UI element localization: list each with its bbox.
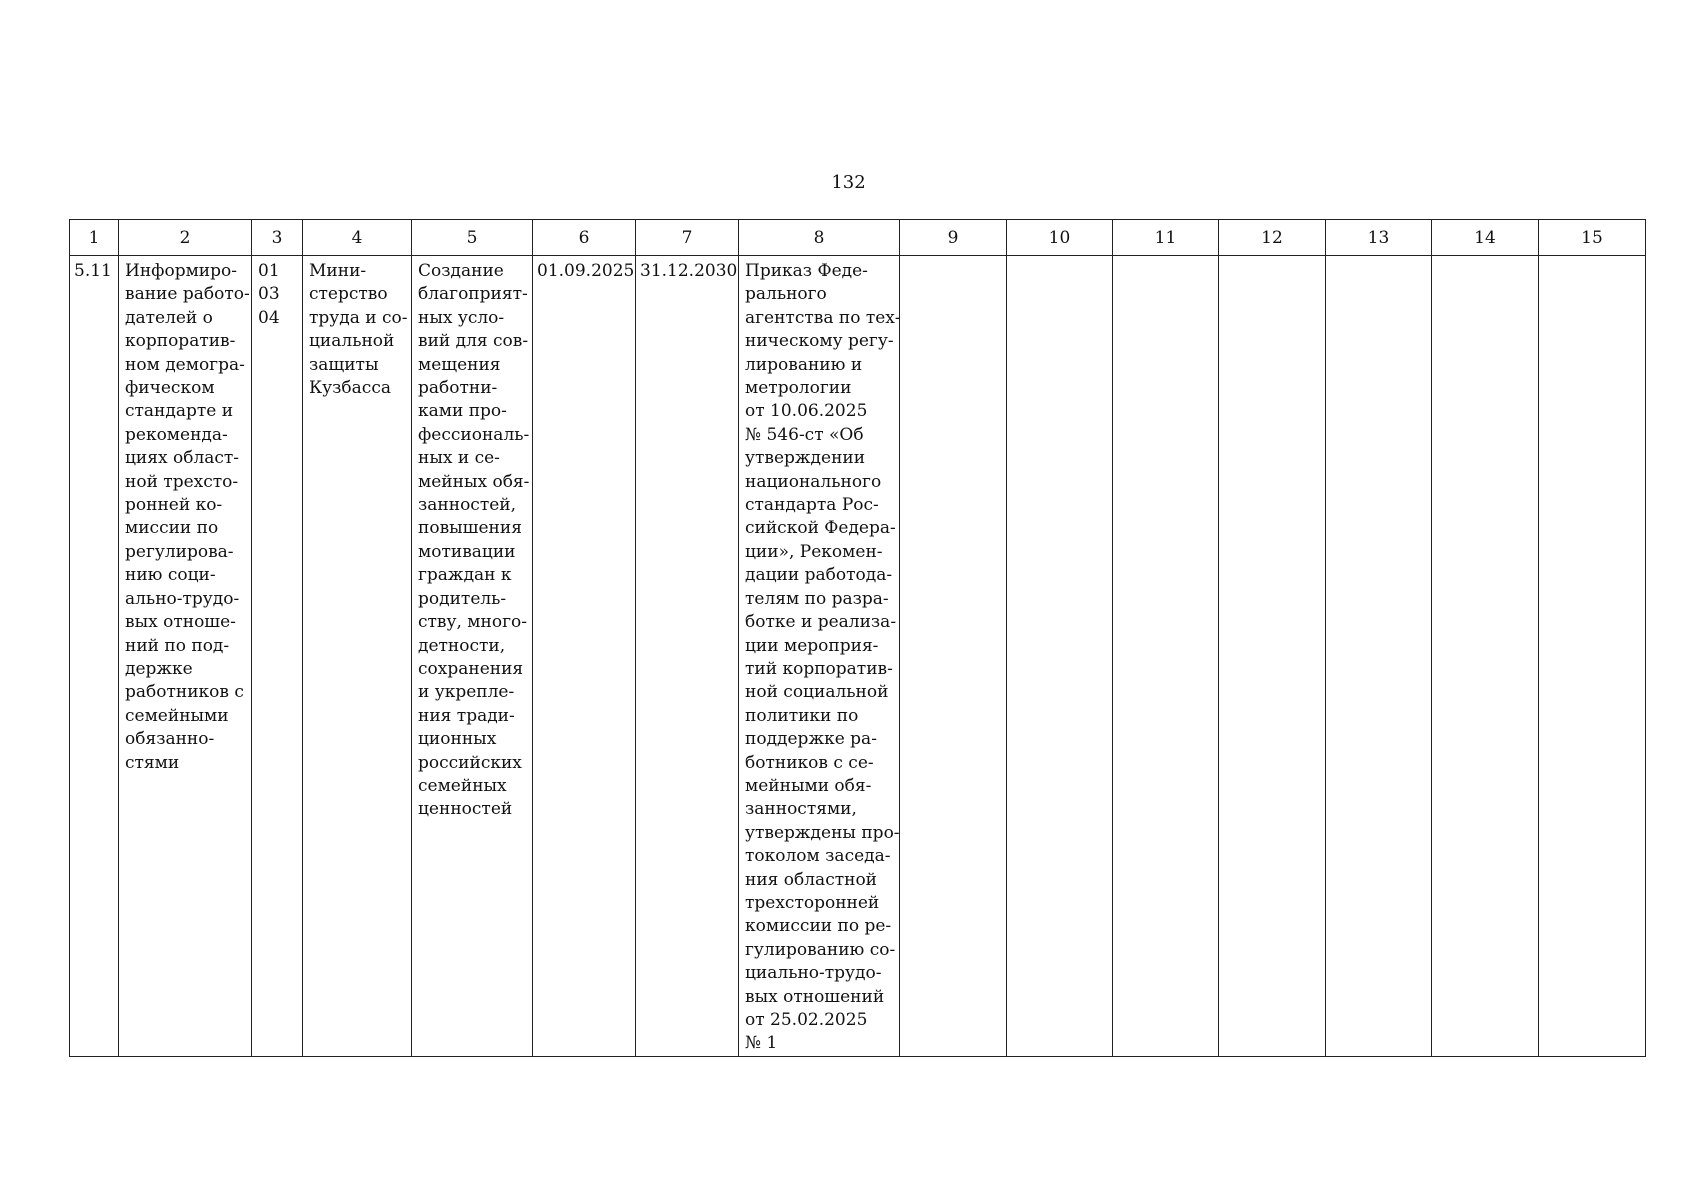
cell-line: ции мероприя-	[745, 635, 879, 656]
cell-col-13	[1326, 256, 1432, 1057]
cell-line: метрологии	[745, 378, 852, 399]
cell-code	[252, 256, 303, 1057]
cell-line: фическом	[125, 378, 215, 399]
header-col-4: 4	[303, 220, 412, 256]
cell-line: корпоратив-	[125, 331, 236, 352]
cell-line: миссии по	[125, 518, 219, 539]
cell-line: занностями,	[745, 799, 857, 820]
cell-line: Информиро-	[125, 261, 237, 281]
header-col-13: 13	[1326, 220, 1432, 256]
header-col-14: 14	[1432, 220, 1539, 256]
cell-line: защиты	[309, 354, 379, 375]
table-header-row	[70, 220, 1646, 256]
cell-line: ническому регу-	[745, 331, 894, 352]
cell-line: Приказ Феде-	[745, 261, 868, 281]
header-col-8: 8	[739, 220, 900, 256]
cell-line: гулированию со-	[745, 939, 896, 960]
cell-line: работников с	[125, 682, 244, 703]
cell-item-number	[70, 256, 119, 1057]
header-col-10: 10	[1007, 220, 1113, 256]
cell-line: обязанно-	[125, 729, 215, 750]
cell-line: комиссии по ре-	[745, 916, 892, 937]
cell-line: фессиональ-	[418, 424, 530, 445]
cell-line: ционных	[418, 729, 497, 750]
cell-line: № 1	[745, 1033, 778, 1054]
cell-line: благоприят-	[418, 284, 528, 305]
cell-line: Кузбасса	[309, 378, 391, 399]
header-col-6: 6	[533, 220, 636, 256]
table-row	[70, 256, 1646, 1057]
cell-line: регулирова-	[125, 541, 234, 562]
header-col-2: 2	[119, 220, 252, 256]
cell-line: сохранения	[418, 658, 524, 679]
cell-legal-basis	[739, 256, 900, 1057]
cell-col-9	[900, 256, 1007, 1057]
cell-line: от 10.06.2025	[745, 401, 868, 422]
cell-line: 03	[258, 284, 280, 305]
cell-line: мейных обя-	[418, 471, 530, 492]
cell-line: стями	[125, 752, 180, 773]
cell-line: семейных	[418, 775, 507, 796]
cell-line: ально-трудо-	[125, 588, 240, 609]
header-col-1: 1	[70, 220, 119, 256]
cell-col-10	[1007, 256, 1113, 1057]
header-col-5: 5	[412, 220, 533, 256]
cell-executor	[303, 256, 412, 1057]
cell-line: национального	[745, 471, 882, 492]
cell-line: вых отноше-	[125, 612, 236, 633]
cell-line: стерство	[309, 284, 388, 305]
cell-line: ценностей	[418, 799, 513, 820]
cell-line: лированию и	[745, 354, 863, 375]
cell-line: сийской Федера-	[745, 518, 896, 539]
cell-line: № 546-ст «Об	[745, 424, 864, 445]
cell-line: ботников с се-	[745, 752, 874, 773]
cell-line: стандарта Рос-	[745, 495, 879, 516]
cell-line: циально-трудо-	[745, 963, 882, 984]
cell-line: ронней ко-	[125, 495, 223, 516]
cell-line: 01.09.2025	[537, 261, 635, 281]
header-col-12: 12	[1219, 220, 1326, 256]
cell-line: ных и се-	[418, 448, 500, 469]
cell-line: ботке и реализа-	[745, 612, 897, 633]
cell-line: семейными	[125, 705, 229, 726]
cell-line: российских	[418, 752, 522, 773]
cell-line: агентства по тех-	[745, 307, 901, 328]
cell-line: телям по разра-	[745, 588, 889, 609]
cell-line: вий для сов-	[418, 331, 529, 352]
cell-line: 5.11	[74, 261, 112, 281]
cell-line: ния областной	[745, 869, 878, 890]
header-col-11: 11	[1113, 220, 1219, 256]
cell-line: от 25.02.2025	[745, 1010, 868, 1030]
cell-line: утверждении	[745, 448, 866, 469]
cell-col-15	[1539, 256, 1646, 1057]
header-col-3: 3	[252, 220, 303, 256]
cell-line: ству, много-	[418, 612, 527, 633]
cell-line: нию соци-	[125, 565, 216, 586]
cell-line: мотивации	[418, 541, 516, 562]
measures-table	[69, 219, 1646, 1057]
cell-end-date	[636, 256, 739, 1057]
cell-line: повышения	[418, 518, 522, 539]
cell-line: тий корпоратив-	[745, 658, 893, 679]
cell-measure-name	[119, 256, 252, 1057]
cell-line: рекоменда-	[125, 424, 228, 445]
cell-line: рального	[745, 284, 827, 305]
cell-line: мещения	[418, 354, 501, 375]
header-col-15: 15	[1539, 220, 1646, 256]
cell-line: мейными обя-	[745, 775, 872, 796]
cell-line: циях област-	[125, 448, 240, 469]
cell-line: родитель-	[418, 588, 507, 609]
cell-line: политики по	[745, 705, 859, 726]
cell-line: ной трехсто-	[125, 471, 239, 492]
cell-line: работни-	[418, 378, 498, 399]
cell-line: поддержке ра-	[745, 729, 877, 750]
cell-line: Мини-	[309, 261, 367, 281]
cell-goal	[412, 256, 533, 1057]
cell-line: вание работо-	[125, 284, 250, 305]
cell-line: ния тради-	[418, 705, 515, 726]
header-col-9: 9	[900, 220, 1007, 256]
cell-line: дателей о	[125, 307, 213, 328]
page-number: 132	[831, 172, 866, 193]
cell-line: держке	[125, 658, 193, 679]
cell-line: граждан к	[418, 565, 512, 586]
cell-col-12	[1219, 256, 1326, 1057]
cell-start-date	[533, 256, 636, 1057]
header-col-7: 7	[636, 220, 739, 256]
cell-line: ками про-	[418, 401, 507, 422]
cell-line: токолом заседа-	[745, 846, 891, 867]
cell-line: 04	[258, 307, 280, 328]
cell-line: дации работода-	[745, 565, 893, 586]
cell-line: Создание	[418, 261, 504, 281]
cell-line: ном демогра-	[125, 354, 245, 375]
cell-line: 31.12.2030	[640, 261, 738, 281]
cell-line: трехсторонней	[745, 892, 880, 913]
cell-line: утверждены про-	[745, 822, 900, 843]
cell-line: ной социальной	[745, 682, 889, 703]
cell-line: вых отношений	[745, 986, 885, 1007]
cell-line: циальной	[309, 331, 395, 352]
cell-line: ных усло-	[418, 307, 505, 328]
cell-line: труда и со-	[309, 307, 408, 328]
cell-line: детности,	[418, 635, 506, 656]
cell-line: 01	[258, 261, 280, 281]
cell-line: и укрепле-	[418, 682, 515, 703]
cell-line: занностей,	[418, 495, 517, 516]
cell-line: ции», Рекомен-	[745, 541, 883, 562]
cell-col-11	[1113, 256, 1219, 1057]
cell-col-14	[1432, 256, 1539, 1057]
cell-line: стандарте и	[125, 401, 234, 422]
cell-line: ний по под-	[125, 635, 230, 656]
